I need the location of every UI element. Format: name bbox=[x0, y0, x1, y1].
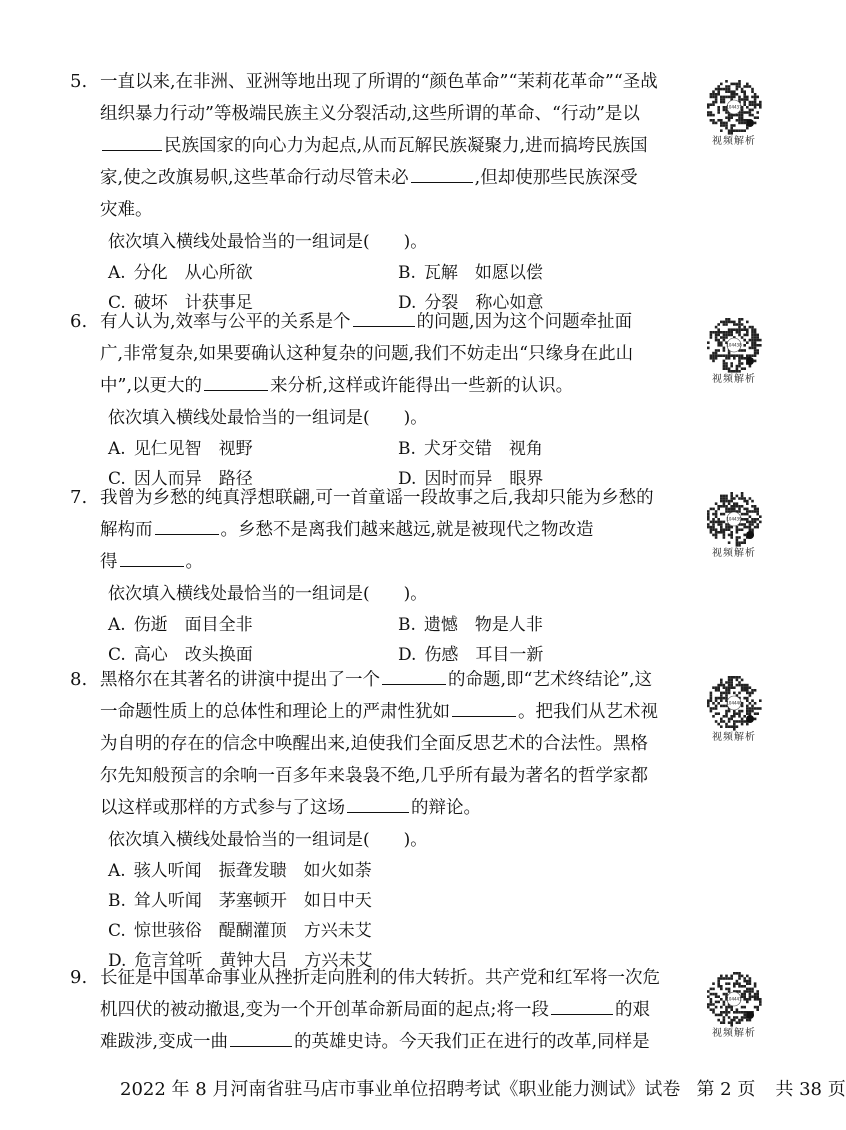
question-text-line: 有人认为,效率与公平的关系是个 的问题,因为这个问题牵扯面 bbox=[100, 312, 633, 332]
answer-blank bbox=[347, 811, 409, 813]
qr-code-icon bbox=[700, 78, 768, 136]
question-text-line: 得 。 bbox=[100, 552, 203, 572]
option-d[interactable]: D. 分裂 称心如意 bbox=[398, 293, 544, 313]
page-number: 第 2 页 bbox=[696, 1079, 756, 1100]
question-number: 5. bbox=[70, 71, 88, 92]
page-total: 共 38 页 bbox=[775, 1079, 846, 1100]
qr-code-number: 104439 bbox=[726, 516, 742, 522]
qr-code-icon bbox=[700, 490, 768, 548]
question-prompt: 依次填入横线处最恰当的一组词是( )。 bbox=[108, 584, 428, 604]
qr-code-icon bbox=[700, 970, 768, 1028]
question-text-line: 解构而 。乡愁不是离我们越来越远,就是被现代之物改造 bbox=[100, 520, 594, 540]
options bbox=[108, 610, 680, 670]
exam-title: 2022 年 8 月河南省驻马店市事业单位招聘考试《职业能力测试》试卷 bbox=[120, 1079, 681, 1100]
question-7 bbox=[70, 482, 680, 670]
question-text-line: 中”,以更大的 来分析,这样或许能得出一些新的认识。 bbox=[100, 376, 574, 396]
answer-blank bbox=[230, 1045, 292, 1047]
option-c[interactable]: C. 惊世骇俗 醍醐灌顶 方兴未艾 bbox=[108, 921, 372, 941]
option-b[interactable]: B. 瓦解 如愿以偿 bbox=[398, 263, 543, 283]
video-analysis-qr-q8[interactable]: 104440 视频解析 bbox=[700, 674, 768, 752]
question-text-line: 长征是中国革命事业从挫折走向胜利的伟大转折。共产党和红军将一次危 bbox=[100, 968, 660, 988]
question-text-line: 广,非常复杂,如果要确认这种复杂的问题,我们不妨走出“只缘身在此山 bbox=[100, 344, 634, 364]
option-d[interactable]: D. 伤感 耳目一新 bbox=[398, 645, 544, 665]
question-text-line: 一命题性质上的总体性和理论上的严肃性犹如 。把我们从艺术视 bbox=[100, 702, 658, 722]
question-6 bbox=[70, 306, 680, 494]
qr-code-number: 104438 bbox=[726, 342, 742, 348]
option-c[interactable]: C. 因人而异 路径 bbox=[108, 469, 253, 489]
video-analysis-qr-q5[interactable]: 104437 视频解析 bbox=[700, 78, 768, 156]
question-number: 8. bbox=[70, 669, 88, 690]
option-b[interactable]: B. 遗憾 物是人非 bbox=[398, 615, 543, 635]
answer-blank bbox=[411, 181, 473, 183]
question-number: 6. bbox=[70, 311, 88, 332]
answer-blank bbox=[102, 149, 162, 151]
page-footer bbox=[120, 1076, 846, 1104]
options bbox=[108, 856, 680, 976]
option-a[interactable]: A. 伤逝 面目全非 bbox=[108, 615, 253, 635]
question-text-line: 难跋涉,变成一曲 的英雄史诗。今天我们正在进行的改革,同样是 bbox=[100, 1032, 650, 1052]
answer-blank bbox=[551, 1013, 613, 1015]
question-8 bbox=[70, 664, 680, 976]
question-text-line: 家,使之改旗易帜,这些革命行动尽管未必 ,但却使那些民族深受 bbox=[100, 168, 638, 188]
video-analysis-qr-q9[interactable]: 104441 视频解析 bbox=[700, 970, 768, 1048]
option-a[interactable]: A. 分化 从心所欲 bbox=[108, 263, 253, 283]
answer-blank bbox=[452, 715, 516, 717]
question-text-line: 黑格尔在其著名的讲演中提出了一个 的命题,即“艺术终结论”,这 bbox=[100, 670, 653, 690]
question-prompt: 依次填入横线处最恰当的一组词是( )。 bbox=[108, 232, 428, 252]
question-text-line: 一直以来,在非洲、亚洲等地出现了所谓的“颜色革命”“茉莉花革命”“圣战 bbox=[100, 72, 658, 92]
question-text-line: 为自明的存在的信念中唤醒出来,迫使我们全面反思艺术的合法性。黑格 bbox=[100, 734, 649, 754]
question-number: 7. bbox=[70, 487, 88, 508]
answer-blank bbox=[120, 565, 184, 567]
option-a[interactable]: A. 骇人听闻 振聋发聩 如火如荼 bbox=[108, 861, 372, 881]
question-prompt: 依次填入横线处最恰当的一组词是( )。 bbox=[108, 408, 428, 428]
qr-code-number: 104441 bbox=[726, 996, 742, 1002]
option-b[interactable]: B. 耸人听闻 茅塞顿开 如日中天 bbox=[108, 891, 372, 911]
answer-blank bbox=[353, 325, 415, 327]
answer-blank bbox=[155, 533, 219, 535]
question-text-line: 机四伏的被动撤退,变为一个开创革命新局面的起点;将一段 的艰 bbox=[100, 1000, 650, 1020]
question-text-line: 尔先知般预言的余响一百多年来袅袅不绝,几乎所有最为著名的哲学家都 bbox=[100, 766, 649, 786]
answer-blank bbox=[382, 683, 446, 685]
question-text-line: 我曾为乡愁的纯真浮想联翩,可一首童谣一段故事之后,我却只能为乡愁的 bbox=[100, 488, 654, 508]
option-b[interactable]: B. 犬牙交错 视角 bbox=[398, 439, 543, 459]
question-text-line: 组织暴力行动”等极端民族主义分裂活动,这些所谓的革命、“行动”是以 bbox=[100, 104, 640, 124]
qr-code-icon bbox=[700, 674, 768, 732]
option-d[interactable]: D. 因时而异 眼界 bbox=[398, 469, 544, 489]
qr-code-icon bbox=[700, 316, 768, 374]
video-analysis-qr-q7[interactable]: 104439 视频解析 bbox=[700, 490, 768, 568]
question-5 bbox=[70, 66, 680, 318]
option-c[interactable]: C. 高心 改头换面 bbox=[108, 645, 253, 665]
question-prompt: 依次填入横线处最恰当的一组词是( )。 bbox=[108, 830, 428, 850]
question-text-line: 灾难。 bbox=[100, 200, 153, 220]
video-analysis-qr-q6[interactable]: 104438 视频解析 bbox=[700, 316, 768, 394]
option-d[interactable]: D. 危言耸听 黄钟大吕 方兴未艾 bbox=[108, 951, 373, 971]
qr-code-number: 104440 bbox=[726, 700, 742, 706]
question-number: 9. bbox=[70, 967, 88, 988]
answer-blank bbox=[204, 389, 268, 391]
option-a[interactable]: A. 见仁见智 视野 bbox=[108, 439, 253, 459]
qr-code-number: 104437 bbox=[726, 104, 742, 110]
option-c[interactable]: C. 破坏 计获事足 bbox=[108, 293, 253, 313]
question-text-line: 以这样或那样的方式参与了这场 的辩论。 bbox=[100, 798, 481, 818]
question-9 bbox=[70, 962, 680, 1058]
question-text-line: 民族国家的向心力为起点,从而瓦解民族凝聚力,进而搞垮民族国 bbox=[100, 130, 680, 162]
